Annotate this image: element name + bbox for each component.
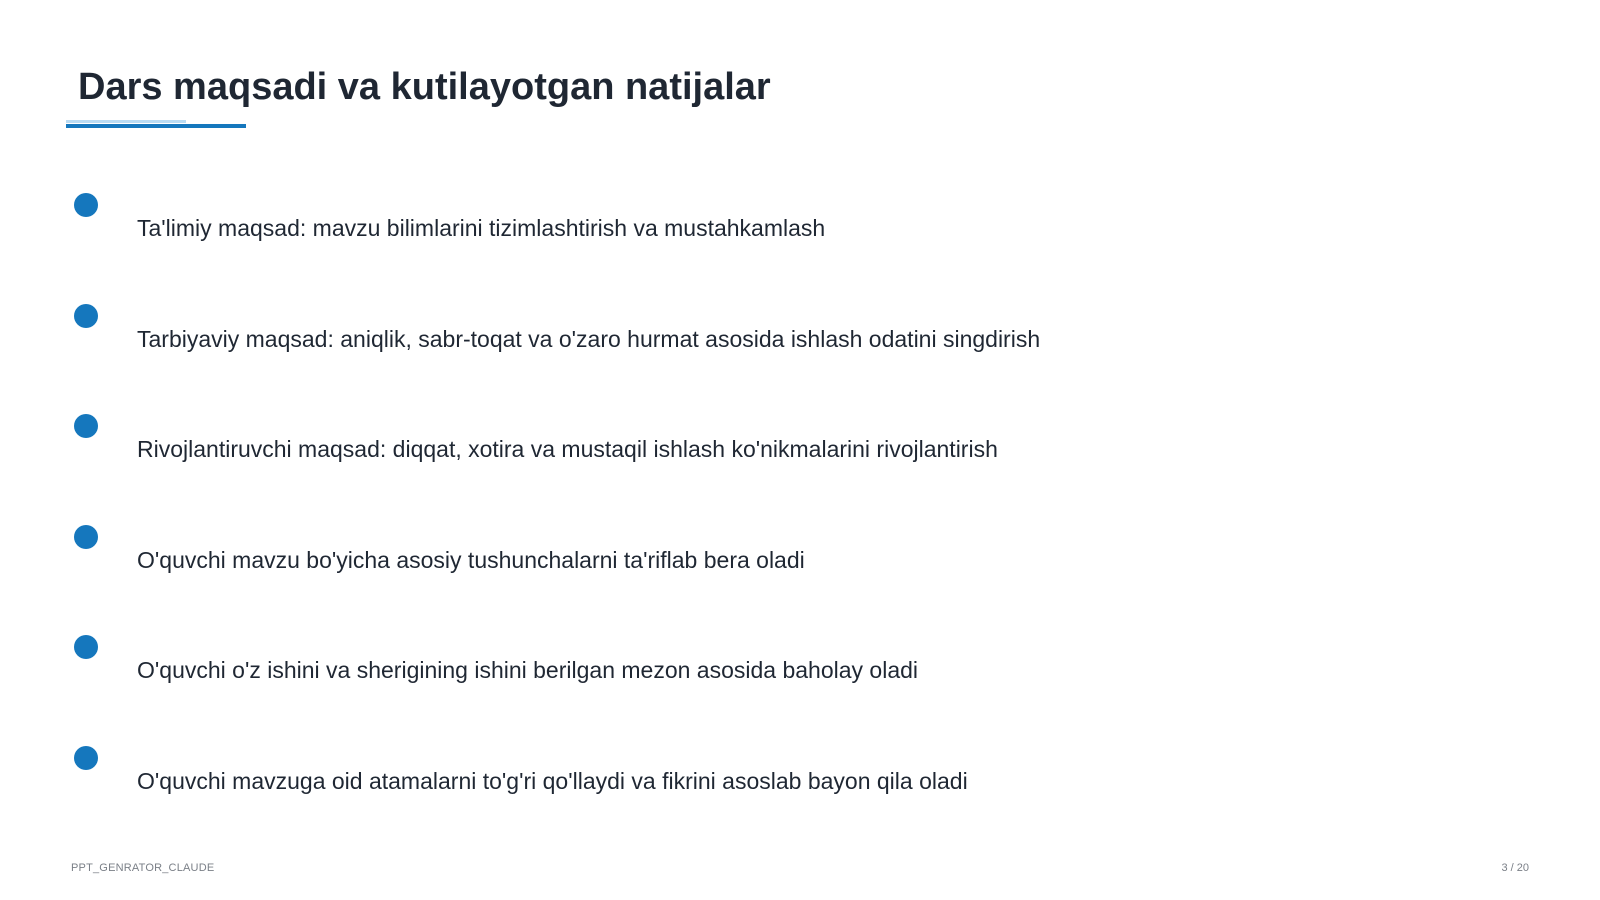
bullet-text: Ta'limiy maqsad: mavzu bilimlarini tizimlashtirish va mustahkamlash — [137, 215, 826, 241]
slide-title: Dars maqsadi va kutilayotgan natijalar — [78, 66, 771, 108]
bullet-item — [0, 635, 1600, 715]
bullet-text: Rivojlantiruvchi maqsad: diqqat, xotira va mustaqil ishlash ko'nikmalarini rivojlantirish — [137, 436, 998, 462]
bullet-dot-icon — [74, 193, 98, 217]
page-indicator: 3 / 20 — [1501, 862, 1529, 874]
bullet-item — [0, 525, 1600, 605]
bullet-dot-icon — [74, 635, 98, 659]
bullet-dot-icon — [74, 525, 98, 549]
bullet-item — [0, 193, 1600, 273]
bullet-text: Tarbiyaviy maqsad: aniqlik, sabr-toqat va o'zaro hurmat asosida ishlash odatini singdirish — [137, 326, 1041, 352]
bullet-item — [0, 304, 1600, 384]
bullet-text: O'quvchi mavzuga oid atamalarni to'g'ri qo'llaydi va fikrini asoslab bayon qila oladi — [137, 768, 968, 794]
bullet-dot-icon — [74, 304, 98, 328]
bullet-dot-icon — [74, 746, 98, 770]
bullet-text: O'quvchi o'z ishini va sherigining ishini berilgan mezon asosida baholay oladi — [137, 657, 919, 683]
bullet-text: O'quvchi mavzu bo'yicha asosiy tushunchalarni ta'riflab bera oladi — [137, 547, 805, 573]
bullet-dot-icon — [74, 414, 98, 438]
bullet-item — [0, 414, 1600, 494]
bullet-item — [0, 746, 1600, 826]
footer-source-label: PPT_GENRATOR_CLAUDE — [71, 862, 215, 874]
